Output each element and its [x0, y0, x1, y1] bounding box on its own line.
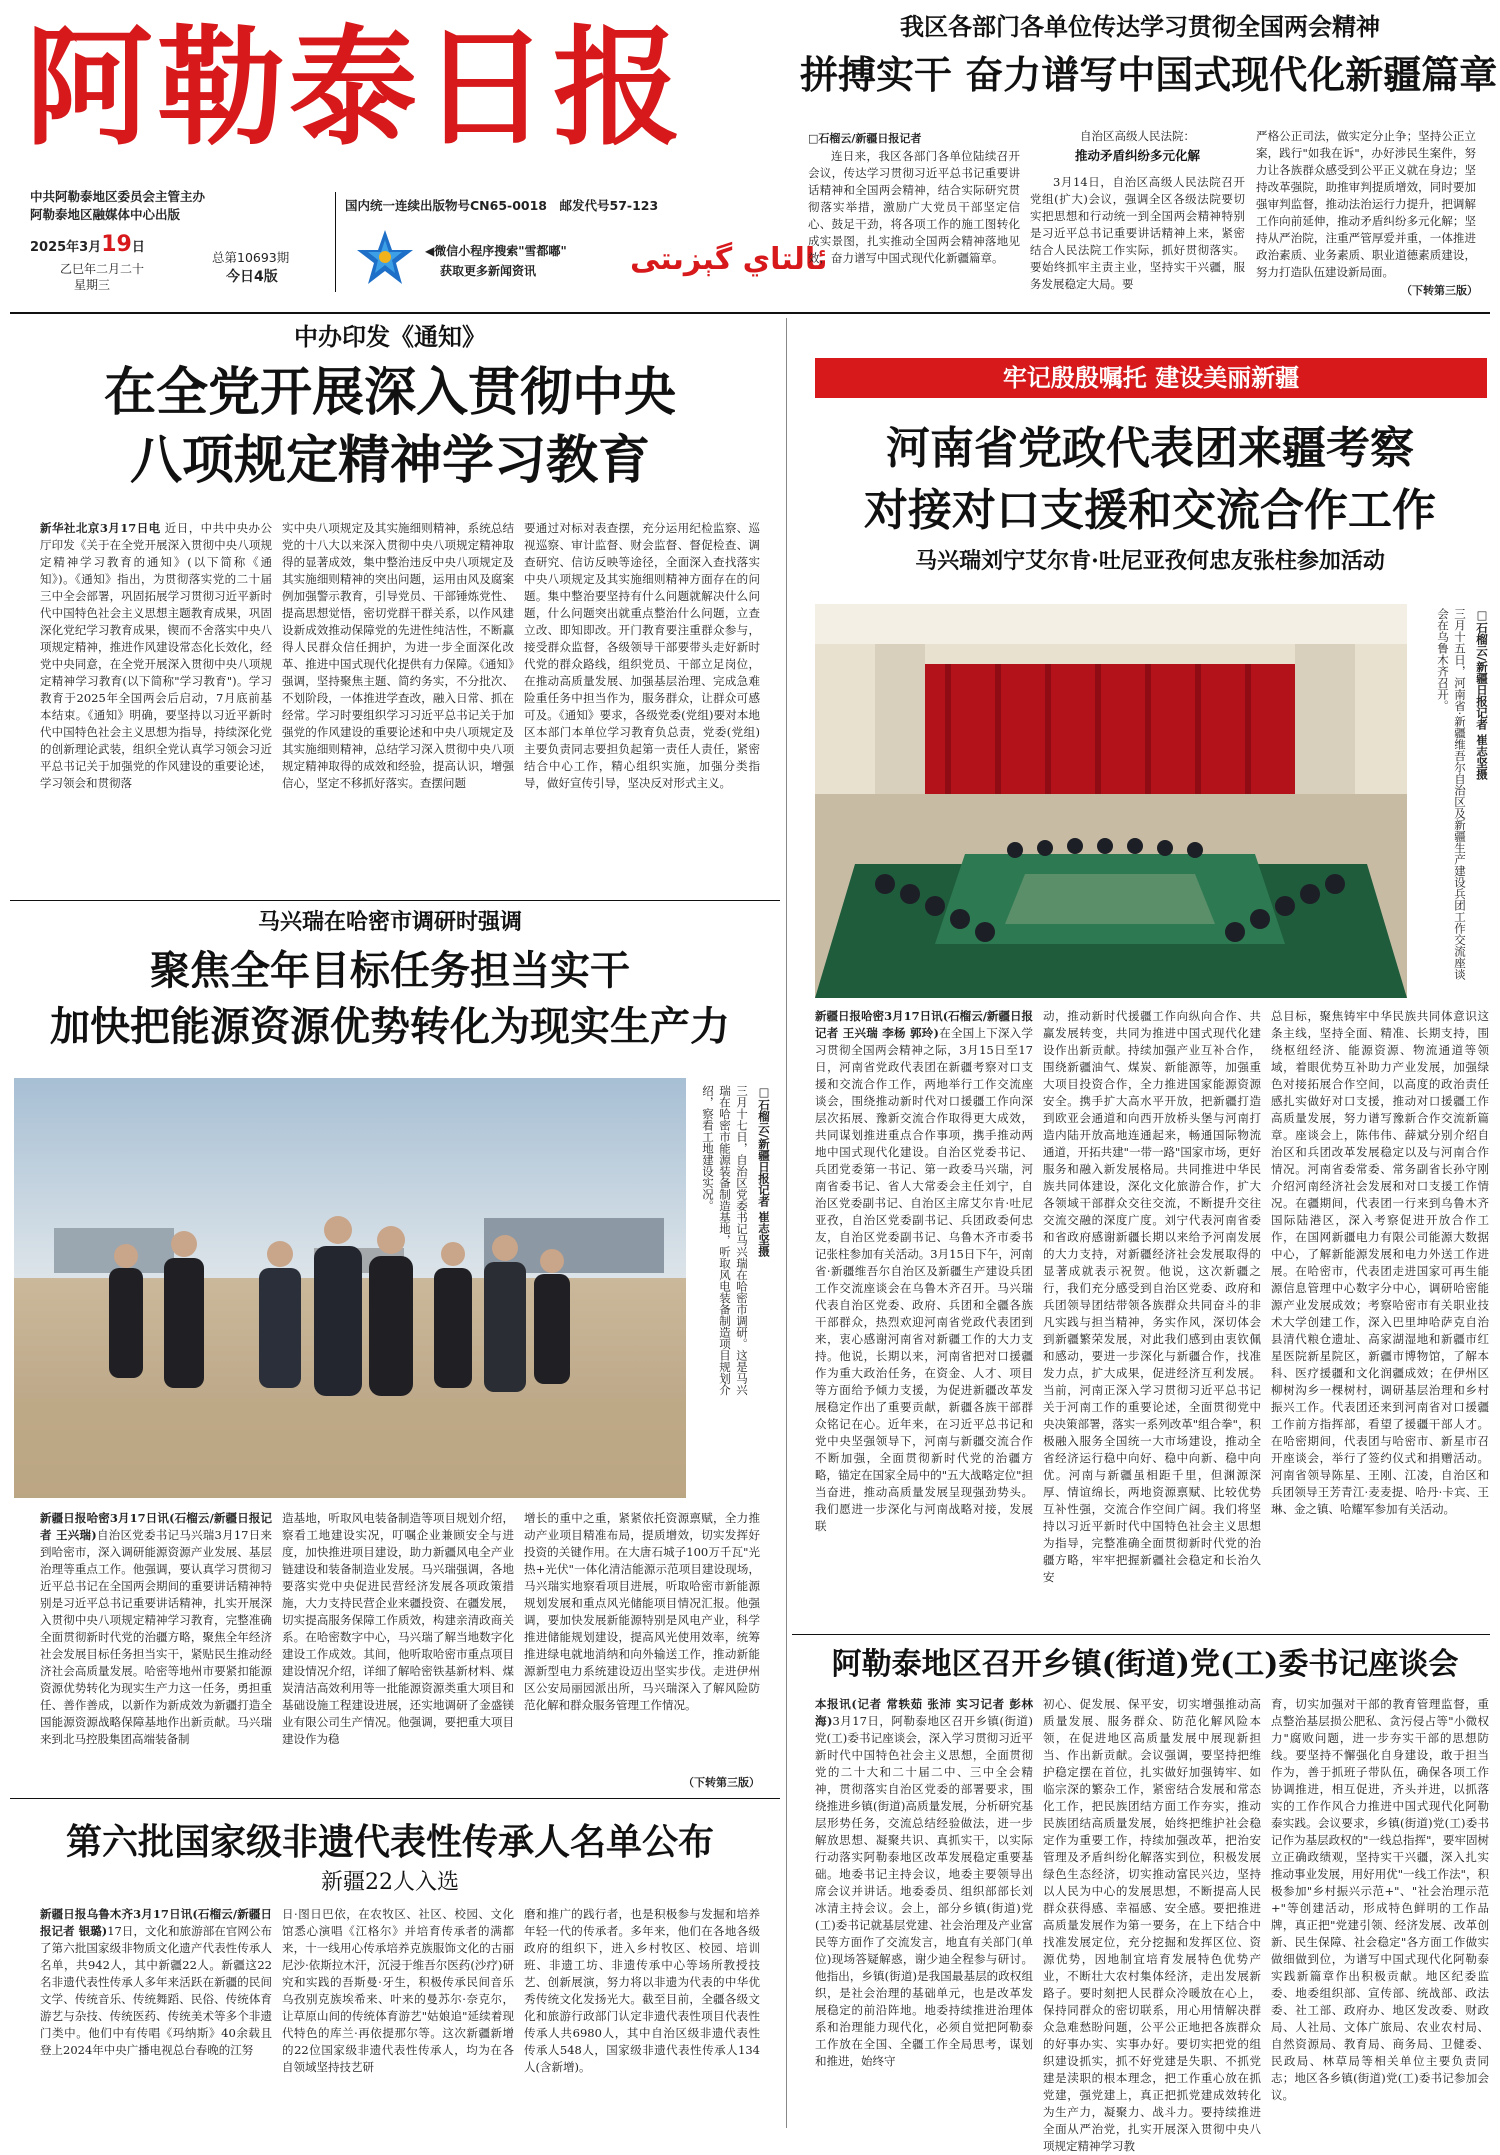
dateline: 新华社北京3月17日电	[40, 521, 161, 535]
newspaper-title: 阿勒泰日报	[25, 13, 686, 163]
wechat-prompt: ◀微信小程序搜索"雪都嘟"	[425, 244, 567, 258]
story-subhead: 马兴瑞刘宁艾尔肯·吐尼亚孜何忠友张柱参加活动	[915, 548, 1385, 574]
page-count: 今日4版	[226, 269, 278, 285]
article-column	[815, 1008, 1033, 1608]
continued-note: （下转第三版）	[1401, 284, 1478, 297]
publication-number: 国内统一连续出版物号CN65-0018 邮发代号57-123	[345, 198, 659, 213]
date-prefix: 2025年3月	[30, 240, 102, 255]
app-logo-icon	[350, 226, 420, 290]
section-kicker: 自治区高级人民法院：	[1080, 129, 1195, 143]
dateline: 本报讯(记者 常轶茹 张沛 实习记者 彭林海)	[815, 1697, 1033, 1728]
news-photo	[815, 604, 1407, 998]
article-text: 自治区党委书记马兴瑞3月17日来到哈密市，深入调研能源资源产业发展、基层治理等重点工作。他强调，要认真学习贯彻习近平总书记在全国两会期间的重要讲话精神特别是习近平总书记重要讲话精神，扎实开展深入贯彻中央八项规定精神学习教育，完整准确全面贯彻新时代党的治疆方略，聚焦全年经济社会发展目标任务担当实干，紧贴民生推动经济社会高质量发展。哈密等地州市要紧扣能源资源优势转化为现实生产力这一任务，勇担重任、善作善成，以新作为新成效为新疆打造全国能源资源战略保障基地作出新贡献。马兴瑞来到北马控股集团高端装备制	[40, 1528, 272, 1746]
article-column	[40, 1906, 272, 2132]
section-subhead: 推动矛盾纠纷多元化解	[1074, 148, 1200, 163]
article-column: 育，切实加强对干部的教育管理监督，重点整治基层损公肥私、贪污侵占等"小微权力"腐败问题，进一步夯实干部的思想防线。要坚持不懈强化自身建设，敢于担当作为，善于抓班子带队伍，确保各项工作协调推进，相互促进，齐头并进，以抓落实的工作作风合力推进中国式现代化阿勒泰实践。会议要求，乡镇(街道)党(工)委书记作为基层政权的"一线总指挥"，要牢固树立正确政绩观，坚持实干兴疆，深入扎实推动事业发展，用好用优"一线工作法"，积极参加"乡村振兴示范+"、"社会治理示范+"等创建活动，形成特色鲜明的工作品牌，真正把"党建引领、经济发展、改革创新、民生保障、社会稳定"各方面工作做实做细做到位，为谱写中国式现代化阿勒泰实践新篇章作出积极贡献。地区纪委监委、地委组织部、宣传部、统战部、政法委、社工部、政府办、地区发改委、财政局、人社局、文体广旅局、农业农村局、自然资源局、教育局、商务局、卫健委、民政局、林草局等相关单位主要负责同志；地区各乡镇(街道)党(工)委书记参加会议。	[1271, 1697, 1489, 2102]
article-column: 总目标，聚焦铸牢中华民族共同体意识这条主线，坚持全面、精准、长期支持，围绕枢纽经济、能源资源、物流通道等领域，着眼优势互补助力产业发展，加强绿色对接拓展合作空间，以高度的政治责任感扎实做好对口支援，推动对口援疆工作高质量发展，努力谱写豫新合作交流新篇章。座谈会上，陈伟伟、薛斌分别介绍自治区和兵团改革发展稳定以及与河南合作情况。河南省委常委、常务副省长孙守刚介绍河南经济社会发展和对口支援工作情况。在疆期间，代表团一行来到乌鲁木齐国际陆港区，深入考察促进开放合作工作，在国网新疆电力有限公司能源大数据中心，了解新能源发展和电力外送工作进展。在哈密市，代表团走进国家可再生能源信息管理中心数字分中心，调研哈密能源产业发展成效；考察哈密市有关职业技术大学创建工作，深入巴里坤哈萨克自治县清代粮仓遗址、高家湖湿地和新疆市红星医院新星院区，新疆市博物馆，了解本科、医疗援疆和文化润疆成效；在伊州区柳树沟乡一棵树村，调研基层治理和乡村振兴工作。代表团还来到河南省对口援疆工作前方指挥部，看望了援疆干部人才。在哈密期间，代表团与哈密市、新星市召开座谈会，举行了签约仪式和捐赠活动。河南省领导陈星、王刚、江凌，自治区和兵团领导王芳青江·麦麦提、哈丹·卡宾、王琳、金之镇、哈耀军参加有关活动。	[1271, 1009, 1489, 1516]
divider	[792, 1634, 1490, 1635]
story-headline: 聚焦全年目标任务担当实干	[150, 947, 630, 994]
story-subhead: 新疆22人入选	[321, 1870, 459, 1895]
article-column: 造基地，听取风电装备制造等项目规划介绍，察看工地建设实况，叮嘱企业兼顾安全与进度，加快推进项目建设，助力新疆风电全产业链建设和装备制造业发展。马兴瑞强调，各地要落实党中央促进民营经济发展各项政策措施，大力支持民营企业来疆投资、在疆发展，切实提高服务保障工作质效，构建亲清政商关系。在哈密数字中心，马兴瑞了解当地数字化建设工作成效。其间，他听取哈密市重点项目建设情况介绍，详细了解哈密铁基新材料、煤炭清洁高效利用等一批能源资源类重大项目和基础设施工程建设进展，还实地调研了金盛镁业有限公司生产情况。他强调，要把重大项目建设作为稳	[282, 1511, 514, 1746]
dateline: 新疆日报哈密3月17日讯(石榴云/新疆日报记者 王兴瑞 李杨 郭玲)	[815, 1009, 1033, 1040]
continued-note: （下转第三版）	[683, 1776, 760, 1789]
dateline: 新疆日报哈密3月17日讯(石榴云/新疆日报记者 王兴瑞)	[40, 1511, 272, 1542]
byline: □石榴云/新疆日报记者	[808, 132, 922, 145]
article-column: 增长的重中之重，紧紧依托资源禀赋，全力推动产业项目精准布局，提质增效，切实发挥好投资的关键作用。在大唐石城子100万千瓦"光热+光伏"一体化清洁能源示范项目建设现场，马兴瑞实地察看项目进展，听取哈密市新能源规划发展和重点风光储能项目情况汇报。他强调，要加快发展新能源特别是风电产业，科学推进储能规划建设，提高风光使用效率，统筹推进绿电就地消纳和向外输送工作，推动新能源新型电力系统建设迈出坚实步伐。走进伊州区公安局丽园派出所，马兴瑞深入了解风险防范化解和群众服务管理工作情况。	[524, 1511, 760, 1712]
weekday: 星期三	[74, 278, 111, 292]
article-column: 日·图日巴依，在农牧区、社区、校园、文化馆悉心演唱《江格尔》并培育传承者的满都来，十一线用心传承培养克族服饰文化的古丽尼沙·依斯拉木汗，沉浸于维吾尔医药(沙疗)研究和实践的吾斯曼·牙生，积极传承民间音乐乌孜别克族埃希来、叶来的曼苏尔·奈克尔，让草原山间的传统体育游艺"姑娘追"延续着现代特色的库兰·再依提那尔等。这次新疆新增的22位国家级非遗代表性传承人，均为在各自领域坚持技艺研	[282, 1907, 514, 2074]
article-column: 要通过对标对表查摆，充分运用纪检监察、巡视巡察、审计监督、财会监督、督促检查、调查研究、信访反映等途径，全面深入查找落实中央八项规定及其实施细则精神方面存在的问题。集中整治要坚持有什么问题就解决什么问题，什么问题突出就重点整治什么问题，立查立改、即知即改。开门教育要注重群众参与，接受群众监督，各级领导干部要带头走好新时代党的群众路线，组织党员、干部立足岗位，在推动高质量发展、加强基层治理、完成急难险重任务中担当作为，服务群众，让群众可感可及。《通知》要求，各级党委(党组)要对本地区本部门本单位学习教育负总责，党委(党组)主要负责同志要担负起第一责任人责任，紧密结合中心工作，精心组织实施，加强分类指导，做好宣传引导，坚决反对形式主义。	[524, 521, 760, 790]
issue-number: 总第10693期	[212, 250, 290, 265]
article-text: 3月17日，阿勒泰地区召开乡镇(街道)党(工)委书记座谈会，深入学习贯彻习近平新时代中国特色社会主义思想，全面贯彻党的二十大和二十届二中、三中全会精神，贯彻落实自治区党委的部署要求，围绕推进乡镇(街道)高质量发展，分析研究基层形势任务，交流总结经验做法，进一步解放思想、凝聚共识、真抓实干，以实际行动落实阿勒泰地区改革发展稳定重要基础。地委书记主持会议，地委主要领导出席会议并讲话。地委委员、组织部部长刘冰清主持会议。会上，部分乡镇(街道)党(工)委书记就基层党建、社会治理及产业富民等方面作了交流发言，地直有关部门(单位)现场答疑解惑，谢少迪全程参与研讨。他指出，乡镇(街道)是我国最基层的政权组织，是社会治理的基础单元，也是改革发展稳定的前沿阵地。地委持续推进治理体系和治理能力现代化，必须自觉把阿勒泰工作放在全国、全疆工作全局思考，谋划和推进，始终守	[815, 1714, 1033, 2068]
article-text: 近日，中共中央办公厅印发《关于在全党开展深入贯彻中央八项规定精神学习教育的通知》(以下简称《通知》)。《通知》指出，为贯彻落实党的二十届三中全会部署，巩固拓展学习贯彻习近平新时代中国特色社会主义思想主题教育成果，巩固深化党纪学习教育成果，锲而不舍落实中央八项规定精神，推进作风建设常态化长效化，经党中央同意，在全党开展深入贯彻中央八项规定精神学习教育(以下简称"学习教育")。学习教育于2025年全国两会后启动，7月底前基本结束。《通知》明确，要坚持以习近平新时代中国特色社会主义思想为指导，持续深化党的创新理论武装，组织全党认真学习领会习近平总书记关于加强党的作风建设的重要论述，学习领会和贯彻落	[40, 521, 272, 790]
article-column: 实中央八项规定及其实施细则精神，系统总结党的十八大以来深入贯彻中央八项规定精神取得的显著成效，集中整治违反中央八项规定及其实施细则精神的突出问题，运用由风及腐案例加强警示教育，引导党员、干部锤炼党性、提高思想觉悟，密切党群干群关系，以作风建设新成效推动保障党的先进性纯洁性，不断赢得人民群众信任拥护，为进一步全面深化改革、推进中国式现代化提供有力保障。《通知》强调，坚持聚焦主题、简约务实，不分批次、不划阶段，一体推进学查改，融入日常、抓在经常。学习时要组织学习习近平总书记关于加强党的作风建设的重要论述和中央八项规定及其实施细则精神，总结学习深入贯彻中央八项规定精神取得的成效和经验，提高认识，增强信心，坚定不移抓好落实。查摆问题	[282, 521, 514, 790]
divider	[10, 1798, 780, 1799]
story-kicker: 马兴瑞在哈密市调研时强调	[257, 909, 522, 935]
divider	[335, 192, 336, 292]
story-kicker: 中办印发《通知》	[294, 322, 486, 351]
divider	[786, 318, 787, 2128]
article-text: 17日，文化和旅游部在官网公布了第六批国家级非物质文化遗产代表性传承人名单，共942人，其中新疆22人。新疆这22名非遗代表性传承人多年来活跃在新疆的民间文学、传统音乐、传统舞蹈、民俗、传统体育游艺与杂技、传统医药、传统美术等多个非遗门类中。他们中有传唱《玛纳斯》40余载且登上2024年中央广播电视总台春晚的江努	[40, 1924, 272, 2057]
article-column: 动，推动新时代援疆工作向纵向合作、共赢发展转变，共同为推进中国式现代化建设作出新贡献。持续加强产业互补合作，围绕新疆油气、煤炭、新能源等，加强重大项目投资合作，全力推进国家能源资源安全。携手扩大高水平开放，把新疆打造到欧亚会通道和向西开放桥头堡与河南打造内陆开放高地连通起来，畅通国际物流通道，开拓共建"一带一路"国家市场，更好服务和融入新发展格局。共同推进中华民族共同体建设，深化文化旅游合作，扩大各领域干部群众交往交流，不断提升交往交流交融的深度广度。刘宁代表河南省委和省政府感谢新疆长期以来给予河南发展的大力支持，对新疆经济社会发展取得的显著成就表示祝贺。他说，这次新疆之行，我们充分感受到自治区党委、政府和兵团领导团结带领各族群众共同奋斗的非凡实践与担当精神，务实作风，深切体会到新疆繁荣发展，对此我们感到由衷钦佩和感动，要进一步深化与新疆合作，找准发力点，扩大成果，促进经济互利发展。当前，河南正深入学习贯彻习近平总书记关于河南工作的重要论述，全面贯彻党中央决策部署，落实一系列改革"组合拳"，积极融入服务全国统一大市场建设，推动全省经济运行稳中向好、稳中向新、稳中向优。河南与新疆虽相距千里，但渊源深厚、情谊绵长，两地资源禀赋、比较优势互补性强，交流合作空间广阔。我们将坚持以习近平新时代中国特色社会主义思想为指导，完整准确全面贯彻新时代党的治疆方略，牢牢把握新疆社会稳定和长治久安	[1043, 1009, 1261, 1584]
article-column: 磨和推广的践行者，也是积极参与发掘和培养年轻一代的传承者。多年来，他们在各地各级政府的组织下，进入乡村牧区、校园、培训班、非遗工坊、非遗传承中心等场所教授技艺、创新展演，努力将以非遗为代表的中华优秀传统文化发扬光大。截至目前，全疆各级文化和旅游行政部门认定非遗代表性项目代表性传承人共6980人，其中自治区级非遗代表性传承人548人，国家级非遗代表性传承人134人(含新增)。	[524, 1907, 760, 2074]
article-text: 在全国上下深入学习贯彻全国两会精神之际，3月15日至17日，河南省党政代表团在新疆考察对口支援和交流合作工作，两地举行工作交流座谈会，围绕推动新时代对口援疆工作向深层次拓展、豫新交流合作取得更大成效，共同谋划推进重点合作事项，携手推动两地中国式现代化建设。自治区党委书记、兵团党委第一书记、第一政委马兴瑞，河南省委书记、省人大常委会主任刘宁，自治区党委副书记、自治区主席艾尔肯·吐尼亚孜，自治区党委副书记、兵团政委何忠友，自治区党委副书记、乌鲁木齐市委书记张柱参加有关活动。3月15日下午，河南省·新疆维吾尔自治区及新疆生产建设兵团工作交流座谈会在乌鲁木齐召开。马兴瑞代表自治区党委、政府、兵团和全疆各族干部群众，热烈欢迎河南省党政代表团到来，衷心感谢河南省对新疆工作的大力支持。他说，长期以来，河南省把对口援疆作为重大政治任务，在资金、人才、项目等方面给予倾力支援，为促进新疆改革发展稳定作出了重要贡献，新疆各族干部群众铭记在心。近年来，在习近平总书记和党中央坚强领导下，河南与新疆交流合作不断加强，全面贯彻新时代党的治疆方略，锚定在国家全局中的"五大战略定位"担当奋进，推动高质量发展呈现强劲势头。我们愿进一步深化与河南战略对接，发展联	[815, 1026, 1034, 1533]
photo-caption: 三月十五日，河南省·新疆维吾尔自治区及新疆生产建设兵团工作交流座谈会在乌鲁木齐召开。	[1436, 608, 1467, 980]
divider	[10, 900, 780, 901]
article-column	[40, 520, 272, 892]
sponsor-line: 阿勒泰地区融媒体中心出版	[30, 207, 181, 222]
top-story-kicker: 我区各部门各单位传达学习贯彻全国两会精神	[900, 12, 1380, 41]
story-headline: 河南省党政代表团来疆考察	[886, 423, 1414, 474]
lunar-date: 乙巳年二月二十	[60, 262, 145, 276]
article-column: 初心、促发展、保平安，切实增强推动高质量发展、服务群众、防范化解风险本领，在促进地区高质量发展中展现新担当、作出新贡献。会议强调，要坚持把维护稳定摆在首位，扎实做好加强铸牢、如临宗深的繁杂工作，紧密结合发展和常态化工作，把民族团结方面工作夯实，推动民族团结高质量发展，始终把维护社会稳定作为重要工作，持续加强改革，把治安管理及矛盾纠纷化解落实到位，积极发展绿色生态经济，切实推动富民兴边，坚持以人民为中心的发展思想，不断提高人民群众获得感、幸福感、安全感。要把推进高质量发展作为第一要务，在上下结合中找准发展定位，充分挖掘和发挥区位、资源优势，因地制宜培育发展特色优势产业，不断壮大农村集体经济，走出发展新路子。要时刻把人民群众冷暖放在心上，保持同群众的密切联系，用心用情解决群众急难愁盼问题，公平公正地把各族群众的好事办实、实事办好。要切实把党的组织建设抓实，抓不好党建是失职、不抓党建是渎职的根本理念，把工作重心放在抓党建，强党建上，真正把抓党建成效转化为生产力，凝聚力、战斗力。要持续推进全面从严治党，扎实开展深入贯彻中央八项规定精神学习教	[1043, 1697, 1261, 2153]
article-column: 连日来，我区各部门各单位陆续召开会议，传达学习贯彻习近平总书记重要讲话精神和全国两会精神，结合实际研究贯彻落实举措，激励广大党员干部坚定信心、鼓足干劲，将各项工作的施工图转化成实景图，扎实推动全国两会精神落地见效，奋力谱写中国式现代化新疆篇章。	[808, 149, 1020, 265]
article-column: 严格公正司法，做实定分止争；坚持公正立案，践行"如我在诉"，办好涉民生案件，努力让各族群众感受到公平正义就在身边；坚持改革强院，助推审判提质增效，同时要加强审判监督，推动法治运行力提升，把调解工作向前延伸，推动矛盾纠纷多元化解；坚持从严治院，注重严管厚爱并重，一体推进政治素质、业务素质、职业道德素质建设，努力打造队伍建设新局面。	[1256, 129, 1476, 279]
article-column	[815, 1696, 1033, 2132]
dateline: 新疆日报乌鲁木齐3月17日讯(石榴云/新疆日报记者 银璐)	[40, 1907, 272, 1938]
sponsor-line: 中共阿勒泰地区委员会主管主办	[30, 189, 206, 204]
photo-credit: □石榴云/新疆日报记者 崔志坚摄	[1475, 608, 1489, 780]
top-story-headline: 拼搏实干 奋力谱写中国式现代化新疆篇章	[800, 52, 1498, 97]
story-headline: 加快把能源资源优势转化为现实生产力	[50, 1003, 730, 1050]
uyghur-title: ئالتاي گېزىتى	[630, 242, 828, 277]
section-banner: 牢记殷殷嘱托 建设美丽新疆	[815, 358, 1487, 398]
article-column: 3月14日，自治区高级人民法院召开党组(扩大)会议，强调全区各级法院要切实把思想和行动统一到全国两会精神特别是习近平总书记重要讲话精神上来，紧密结合人民法院工作实际，抓好贯彻落实。要始终抓牢主责主业，坚持实干兴疆，服务发展稳定大局。要	[1030, 175, 1245, 291]
news-photo	[14, 1078, 686, 1498]
story-headline: 八项规定精神学习教育	[129, 430, 650, 491]
divider	[10, 312, 1490, 314]
story-headline: 第六批国家级非遗代表性传承人名单公布	[65, 1821, 714, 1863]
story-headline: 在全党开展深入贯彻中央	[103, 362, 676, 423]
story-headline: 对接对口支援和交流合作工作	[864, 485, 1436, 536]
article-column	[40, 1510, 272, 1790]
photo-caption: 三月十七日，自治区党委书记马兴瑞在哈密市调研。这是马兴瑞在哈密市能源装备制造基地，听取风电装备制造项目规划介绍，察看工地建设实况。	[701, 1085, 749, 1396]
photo-credit: □石榴云/新疆日报记者 崔志坚摄	[757, 1085, 771, 1257]
wechat-prompt: 获取更多新闻资讯	[440, 264, 537, 278]
story-headline: 阿勒泰地区召开乡镇(街道)党(工)委书记座谈会	[831, 1647, 1459, 1682]
date-day: 19	[101, 232, 132, 257]
date-suffix: 日	[131, 240, 145, 255]
